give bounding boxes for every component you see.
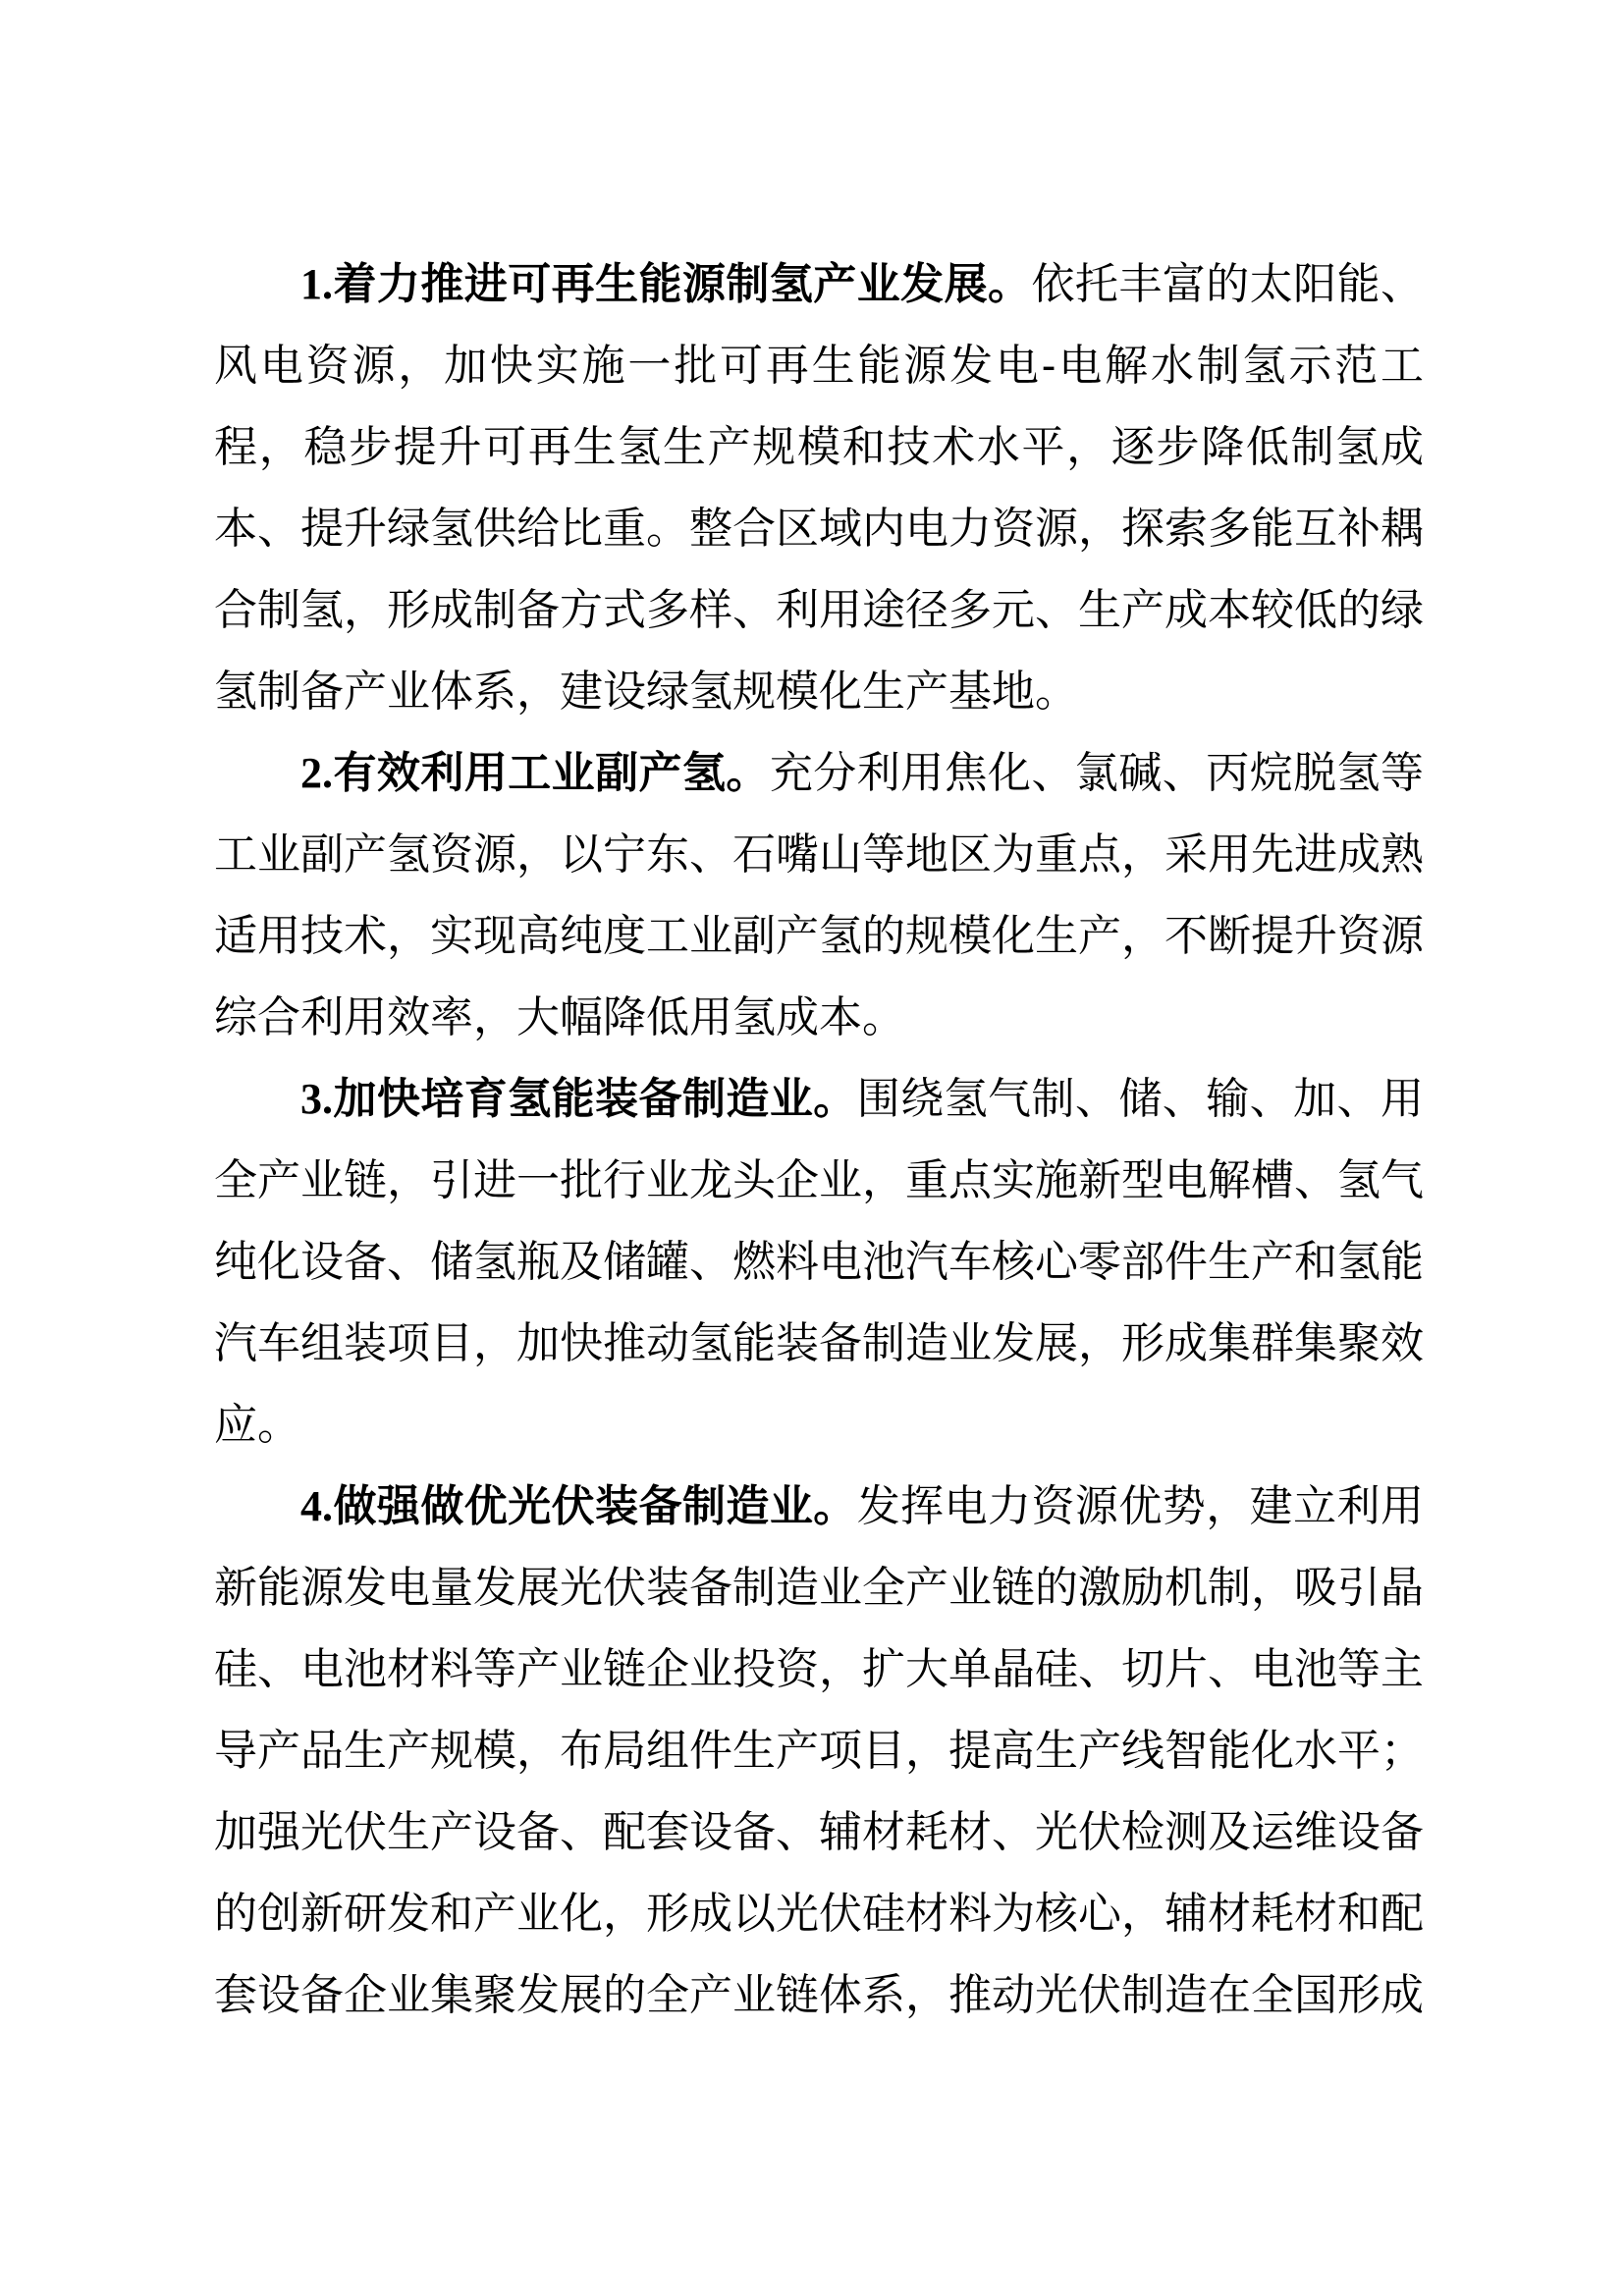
paragraph-4-number: 4.: [300, 1482, 333, 1530]
paragraph-1-number: 1.: [300, 260, 333, 308]
paragraph-2: [214, 732, 1424, 1058]
paragraph-3-body: 围绕氢气制、储、输、加、用全产业链，引进一批行业龙头企业，重点实施新型电解槽、氢气纯化设备、储氢瓶及储罐、燃料电池汽车核心零部件生产和氢能汽车组装项目，加快推动氢能装备制造业发展，形成集群集聚效应。: [214, 1075, 1424, 1449]
paragraph-4-body: 发挥电力资源优势，建立利用新能源发电量发展光伏装备制造业全产业链的激励机制，吸引晶硅、电池材料等产业链企业投资，扩大单晶硅、切片、电池等主导产品生产规模，布局组件生产项目，提高生产线智能化水平；加强光伏生产设备、配套设备、辅材耗材、光伏检测及运维设备的创新研发和产业化，形成以光伏硅材料为核心，辅材耗材和配套设备企业集聚发展的全产业链体系，推动光伏制造在全国形成: [214, 1482, 1424, 2019]
paragraph-1: [214, 243, 1424, 732]
paragraph-2-heading: 有效利用工业副产氢。: [333, 749, 770, 797]
paragraph-4: [214, 1466, 1424, 2036]
paragraph-3-heading: 加快培育氢能装备制造业。: [333, 1075, 857, 1123]
paragraph-2-body: 充分利用焦化、氯碱、丙烷脱氢等工业副产氢资源，以宁东、石嘴山等地区为重点，采用先进成熟适用技术，实现高纯度工业副产氢的规模化生产，不断提升资源综合利用效率，大幅降低用氢成本。: [214, 749, 1425, 1041]
paragraph-3: [214, 1058, 1424, 1466]
document-text-block: [214, 243, 1424, 2036]
paragraph-2-number: 2.: [300, 749, 333, 797]
paragraph-4-heading: 做强做优光伏装备制造业。: [333, 1482, 857, 1530]
paragraph-1-body: 依托丰富的太阳能、风电资源，加快实施一批可再生能源发电-电解水制氢示范工程，稳步提升可再生氢生产规模和技术水平，逐步降低制氢成本、提升绿氢供给比重。整合区域内电力资源，探索多能互补耦合制氢，形成制备方式多样、利用途径多元、生产成本较低的绿氢制备产业体系，建设绿氢规模化生产基地。: [214, 260, 1425, 716]
paragraph-1-heading: 着力推进可再生能源制氢产业发展。: [333, 260, 1032, 308]
paragraph-3-number: 3.: [300, 1075, 333, 1123]
